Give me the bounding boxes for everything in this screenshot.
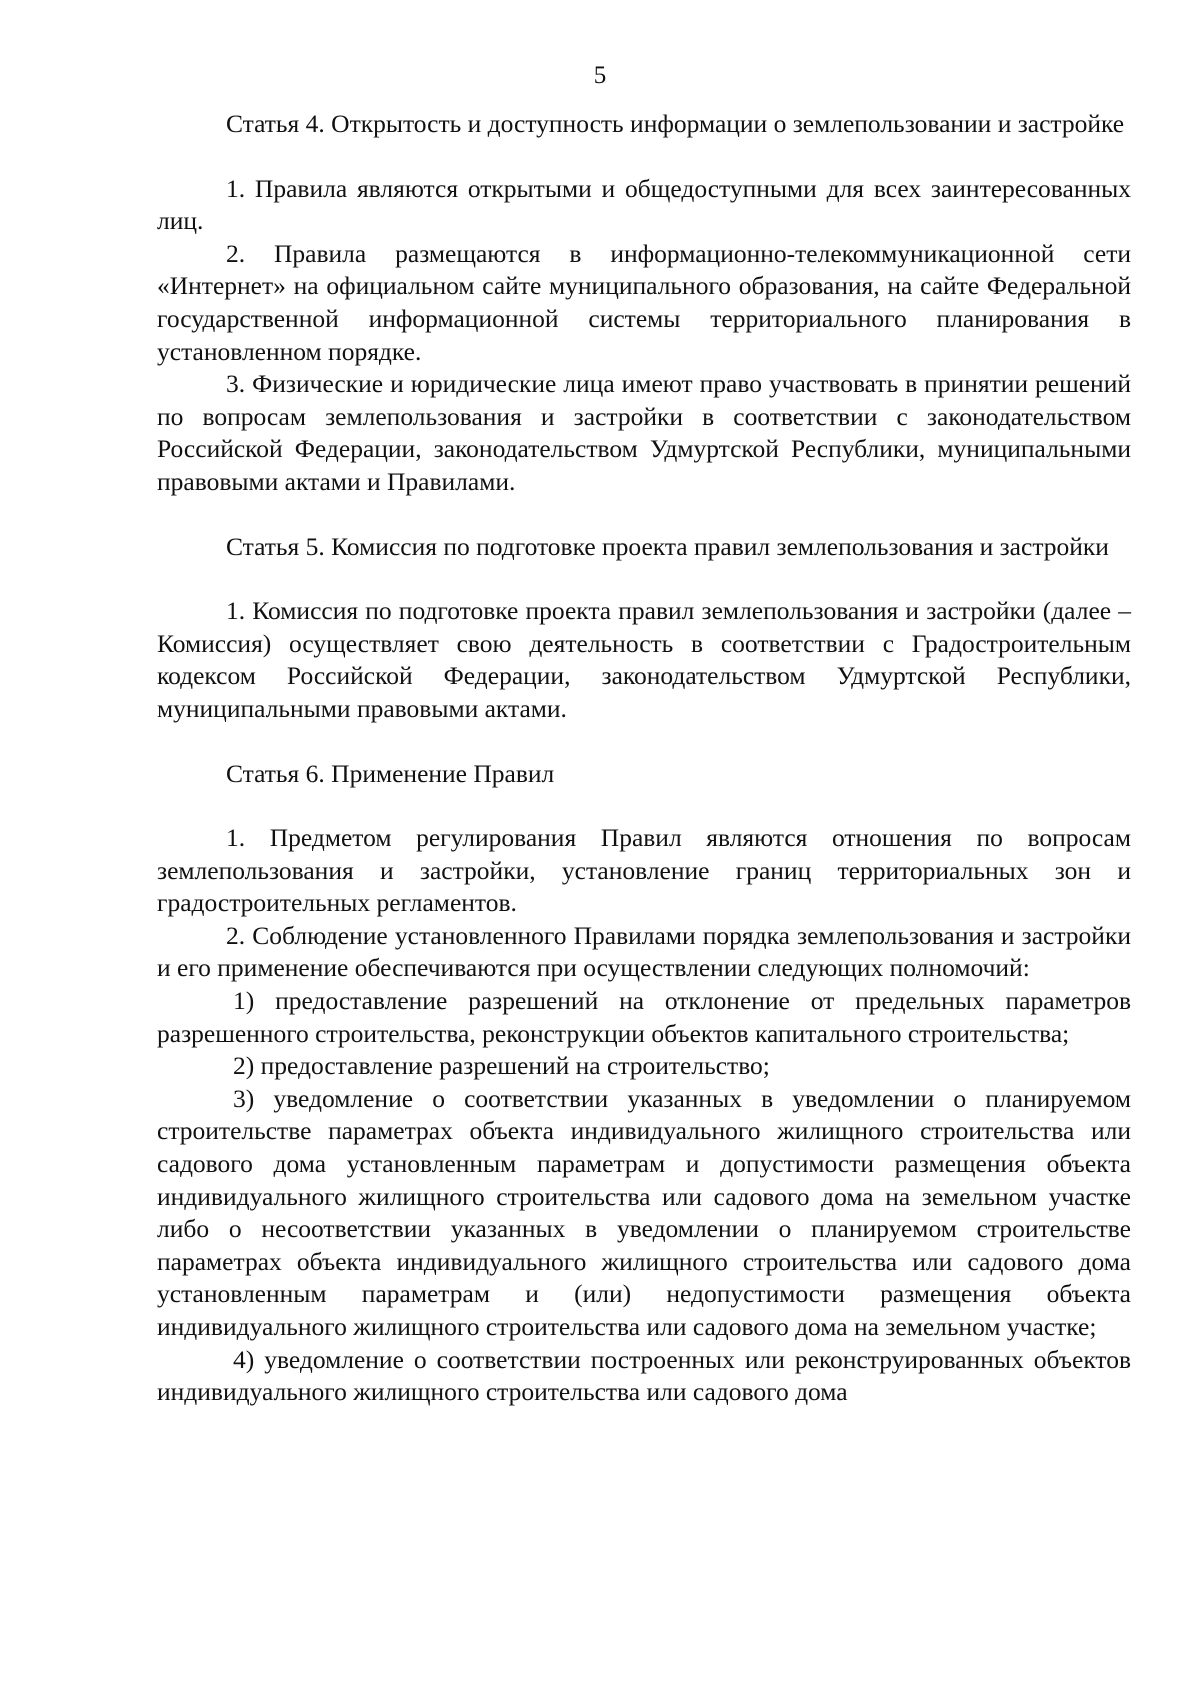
article-6-item-4: 4) уведомление о соответствии построенных или реконструированных объектов индивидуального жилищного строительства или садового дома [157, 1344, 1131, 1407]
article-4-paragraph-3: 3. Физические и юридические лица имеют право участвовать в принятии решений по вопросам землепользования и застройки в соответствии с законодательством Российской Федерации, законодательством Удмуртской Республики, муниципальными правовыми актами и Правилами. [157, 369, 1131, 496]
article-6-item-3: 3) уведомление о соответствии указанных в уведомлении о планируемом строительстве параметрах объекта индивидуального жилищного строительства или садового дома установленным параметрам и допустимости размещения объекта индивидуального жилищного строительства или садового дома на земельном участке либо о несоответствии указанных в уведомлении о планируемом строительстве параметрах объекта индивидуального жилищного строительства или садового дома установленным параметрам и (или) недопустимости размещения объекта индивидуального жилищного строительства или садового дома на земельном участке; [157, 1083, 1131, 1341]
article-6-item-1: 1) предоставление разрешений на отклонение от предельных параметров разрешенного строительства, реконструкции объектов капитального строительства; [157, 986, 1131, 1048]
article-4-paragraph-1: 1. Правила являются открытыми и общедоступными для всех заинтересованных лиц. [157, 173, 1131, 236]
document-body [157, 108, 1131, 1409]
article-4-paragraph-2: 2. Правила размещаются в информационно-телекоммуникационной сети «Интернет» на официальном сайте муниципального образования, на сайте Федеральной государственной информационной системы территориального планирования в установленном порядке. [157, 238, 1131, 366]
article-5-heading: Статья 5. Комиссия по подготовке проекта правил землепользования и застройки [226, 531, 1109, 561]
article-6-paragraph-1: 1. Предметом регулирования Правил являются отношения по вопросам землепользования и застройки, установление границ территориальных зон и градостроительных регламентов. [157, 823, 1131, 918]
article-4-heading: Статья 4. Открытость и доступность информации о землепользовании и застройке [226, 109, 1125, 138]
article-5-paragraph-1: 1. Комиссия по подготовке проекта правил землепользования и застройки (далее – Комиссия) осуществляет свою деятельность в соответствии с Градостроительным кодексом Российской Федерации, законодательством Удмуртской Республики, муниципальными правовыми актами. [157, 596, 1131, 723]
page-number: 5 [593, 62, 607, 89]
article-6-paragraph-2: 2. Соблюдение установленного Правилами порядка землепользования и застройки и его применение обеспечиваются при осуществлении следующих полномочий: [157, 920, 1131, 983]
article-6-heading: Статья 6. Применение Правил [226, 758, 555, 788]
article-6-item-2: 2) предоставление разрешений на строительство; [233, 1051, 770, 1081]
